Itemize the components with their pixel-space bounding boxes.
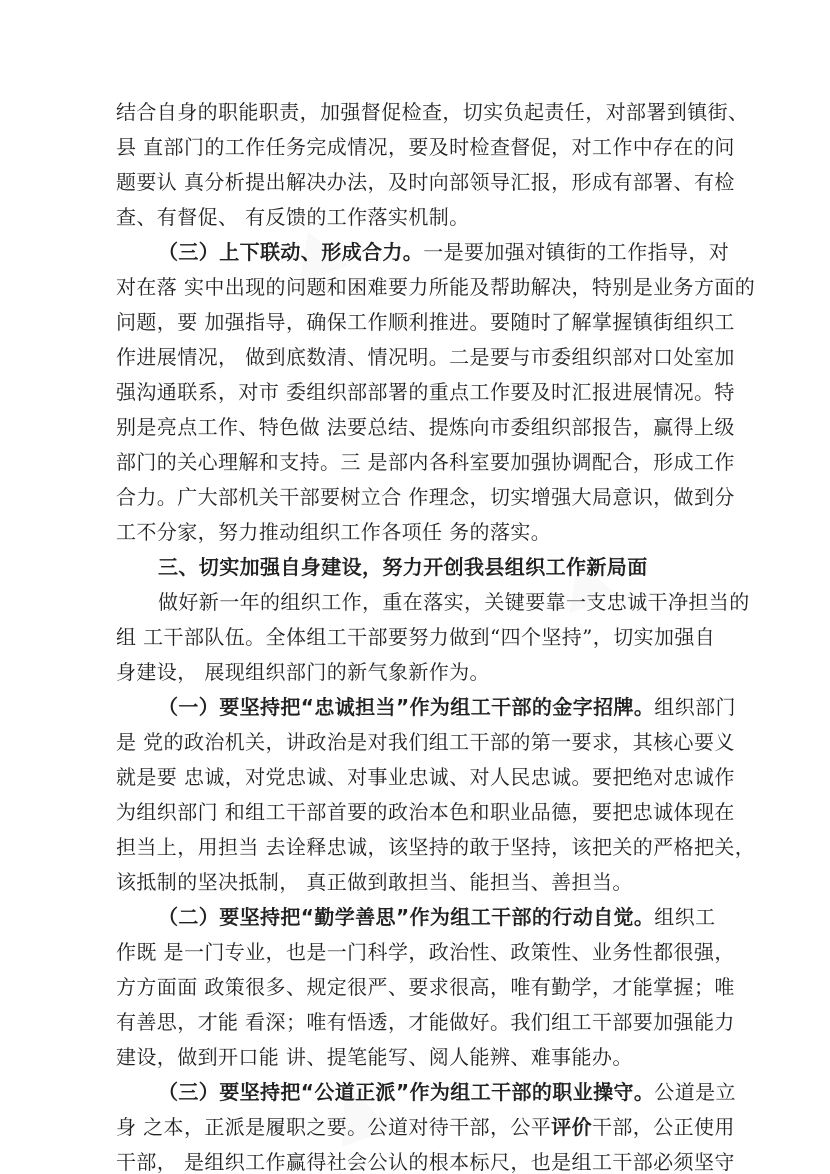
text-line: 做好新一年的组织工作，重在落实，关键要靠一支忠诚干净担当的 [158, 590, 750, 614]
paragraph-first-line: （二）要坚持把“勤学善思”作为组工干部的行动自觉。组织工 [158, 905, 716, 929]
paragraph-lead: （三）要坚持把“公道正派”作为组工干部的职业操守。 [158, 1080, 655, 1104]
text-line: 结合自身的职能职责，加强督促检查，切实负起责任，对部署到镇街、 [116, 100, 749, 124]
paragraph-lead: （一）要坚持把“忠诚担当”作为组工干部的金字招牌。 [158, 695, 655, 719]
text-line: 强沟通联系，对市 委组织部部署的重点工作要及时汇报进展情况。特 [116, 380, 735, 404]
paragraph-lead: （三）上下联动、形成合力。 [158, 240, 424, 264]
paragraph-first-line: （三）要坚持把“公道正派”作为组工干部的职业操守。公道是立 [158, 1080, 736, 1104]
paragraph-lead: （二）要坚持把“勤学善思”作为组工干部的行动自觉。 [158, 905, 655, 929]
text-line: 县 直部门的工作任务完成情况，要及时检查督促，对工作中存在的问 [116, 135, 735, 159]
text-line: 别是亮点工作、特色做 法要总结、提炼向市委组织部报告，赢得上级 [116, 415, 735, 439]
text-line: 问题，要 加强指导，确保工作顺利推进。要随时了解掌握镇街组织工 [116, 310, 735, 334]
text-line: 查、有督促、 有反馈的工作落实机制。 [116, 205, 470, 229]
text-line: 该抵制的坚决抵制， 真正做到敢担当、能担当、善担当。 [116, 870, 633, 894]
section-heading: 三、切实加强自身建设，努力开创我县组织工作新局面 [158, 555, 648, 579]
text-line: 干部， 是组织工作赢得社会公认的根本标尺，也是组工干部必须坚守 [116, 1150, 735, 1174]
text-line: 对在落 实中出现的问题和困难要力所能及帮助解决，特别是业务方面的 [116, 275, 756, 299]
text-line: 组 工干部队伍。全体组工干部要努力做到“四个坚持”，切实加强自 [116, 625, 716, 649]
text-line: 题要认 真分析提出解决办法，及时向部领导汇报，形成有部署、有检 [116, 170, 735, 194]
paragraph-first-line: （三）上下联动、形成合力。一是要加强对镇街的工作指导，对 [158, 240, 730, 264]
bold-word: 评价 [551, 1115, 592, 1139]
text-line: 部门的关心理解和支持。三 是部内各科室要加强协调配合，形成工作 [116, 450, 735, 474]
text-line: 为组织部门 和组工干部首要的政治本色和职业品德，要把忠诚体现在 [116, 800, 735, 824]
text-line: 工不分家，努力推动组织工作各项任 务的落实。 [116, 520, 552, 544]
text-line: 建设，做到开口能 讲、提笔能写、阅人能辨、难事能办。 [116, 1045, 633, 1069]
text-line: 方方面面 政策很多、规定很严、要求很高，唯有勤学，才能掌握；唯 [116, 975, 735, 999]
text-line: 就是要 忠诚，对党忠诚、对事业忠诚、对人民忠诚。要把绝对忠诚作 [116, 765, 735, 789]
text-line: 有善思，才能 看深；唯有悟透，才能做好。我们组工干部要加强能力 [116, 1010, 735, 1034]
paragraph-first-line: （一）要坚持把“忠诚担当”作为组工干部的金字招牌。组织部门 [158, 695, 736, 719]
text-line: 身建设， 展现组织部门的新气象新作为。 [116, 660, 490, 684]
text-line: 身 之本，正派是履职之要。公道对待干部，公平评价干部，公正使用 [116, 1115, 735, 1139]
text-line: 作既 是一门专业，也是一门科学，政治性、政策性、业务性都很强， [116, 940, 735, 964]
text-line: 合力。广大部机关干部要树立合 作理念，切实增强大局意识，做到分 [116, 485, 735, 509]
text-line: 是 党的政治机关，讲政治是对我们组工干部的第一要求，其核心要义 [116, 730, 735, 754]
text-line: 作进展情况， 做到底数清、情况明。二是要与市委组织部对口处室加 [116, 345, 735, 369]
text-line: 担当上，用担当 去诠释忠诚，该坚持的敢于坚持，该把关的严格把关， [116, 835, 756, 859]
